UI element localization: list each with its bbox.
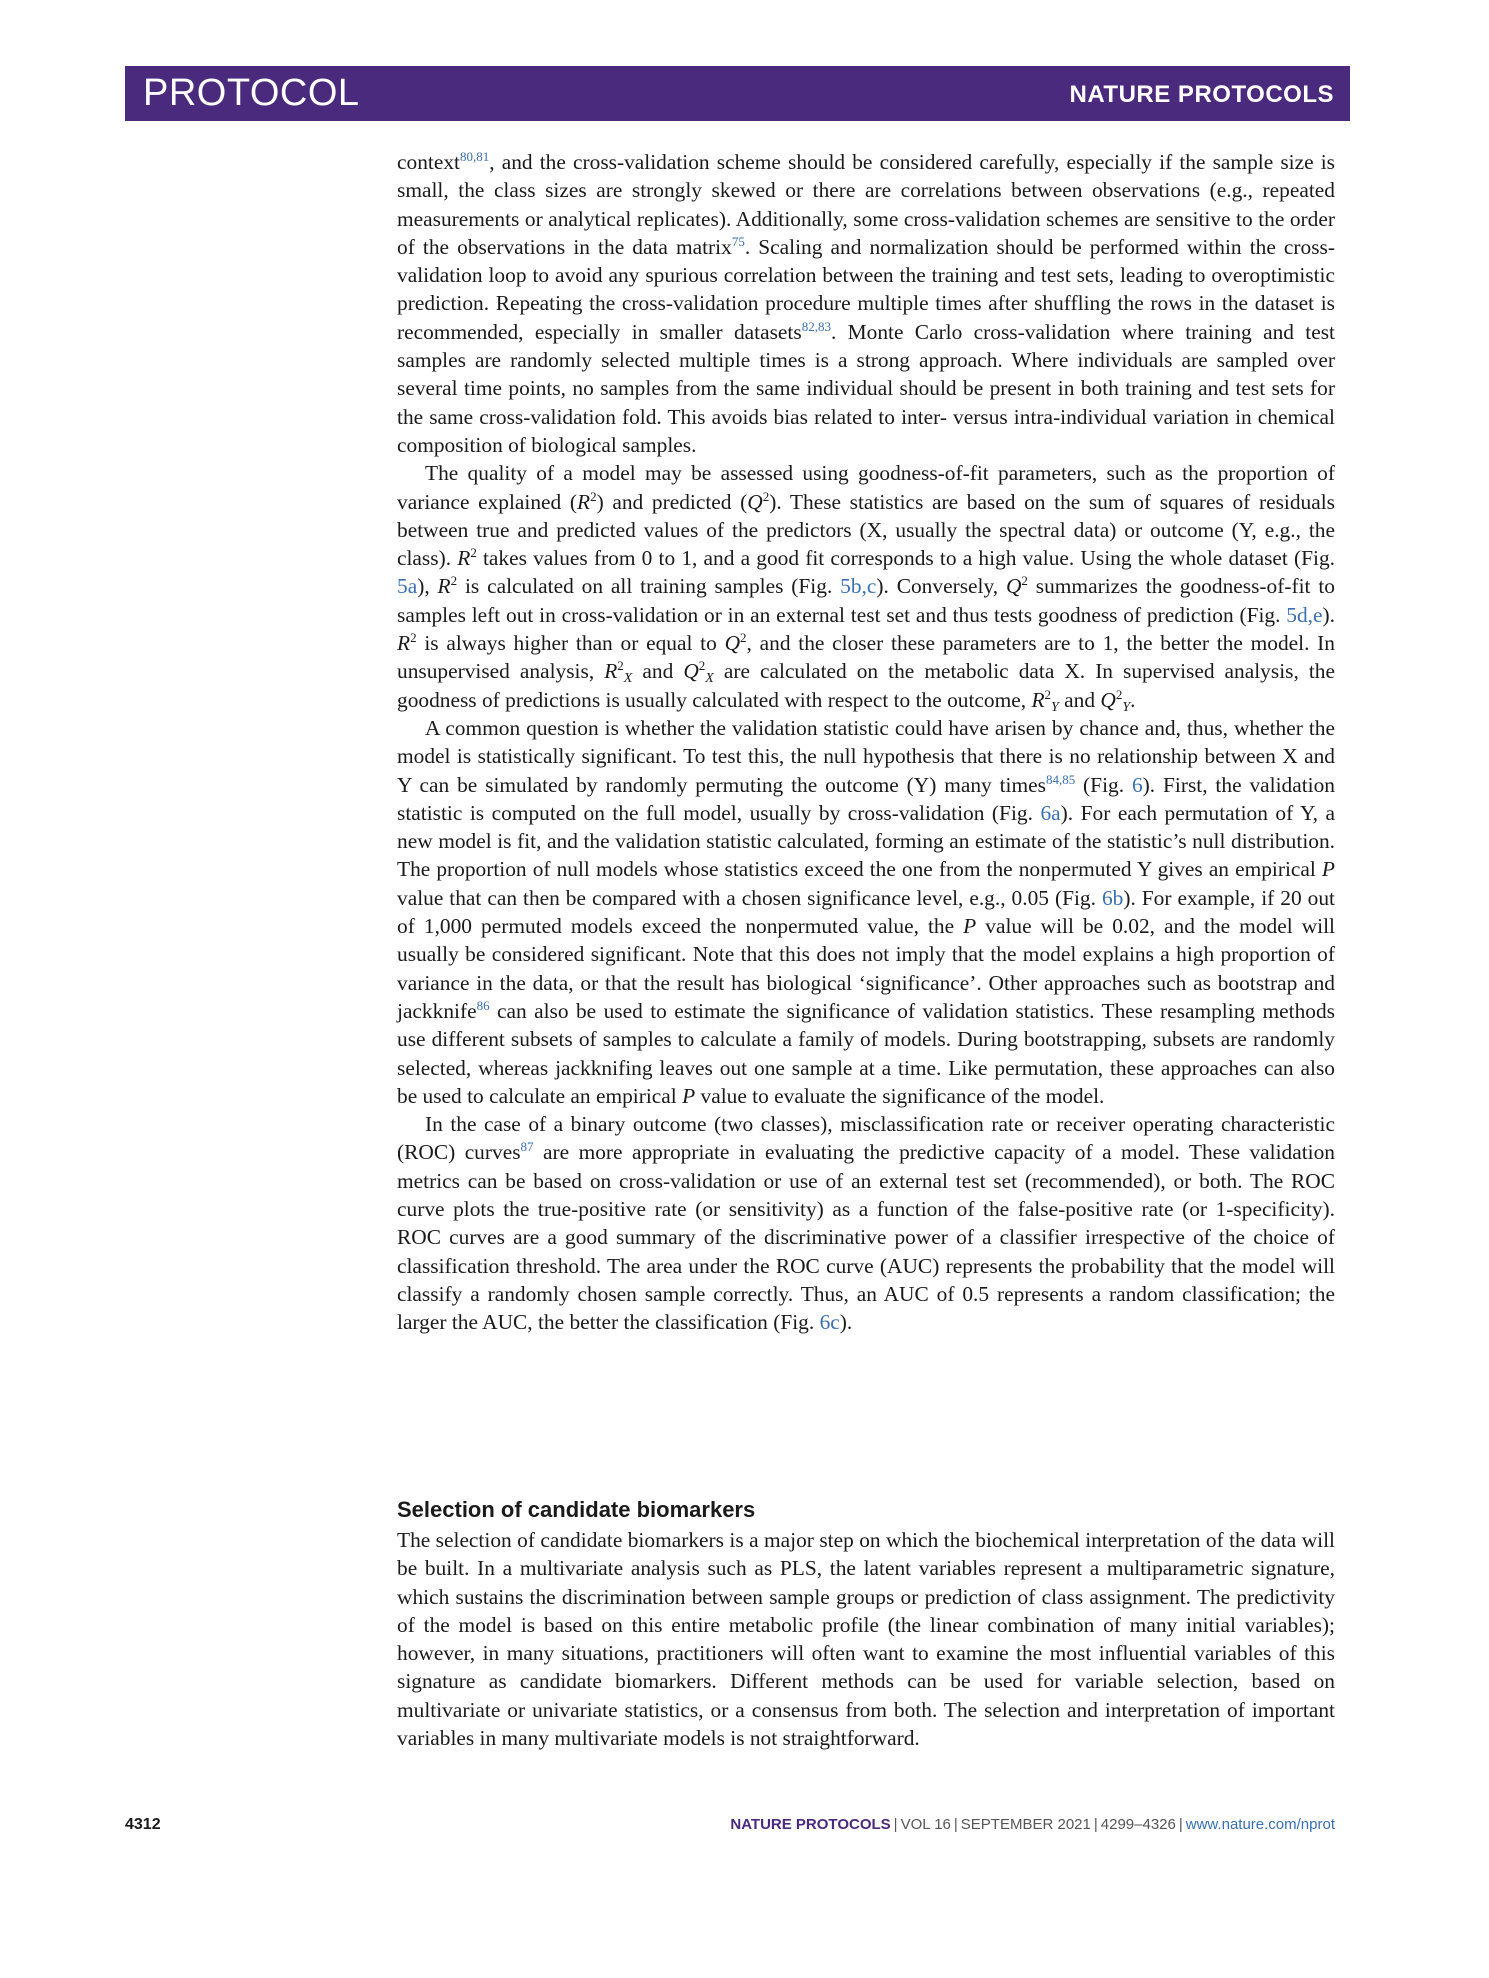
figure-link[interactable]: 6a: [1040, 800, 1061, 825]
paragraph: The quality of a model may be assessed using goodness-of-fit parameters, such as the proportion of variance explained $(R^2)$ and predicted $(Q^2)$. These statistics are based on the sum of squares of residuals between true and predicted values of the predictors (X, usually the spectral data) or outcome (Y, e.g., the class). $R^2$ takes values from 0 to 1, and a good fit corresponds to a high value. Using the whole dataset (Fig. 5a), $R^2$ is calculated on all training samples (Fig. 5b,c). Conversely, $Q^2$ summarizes the goodness-of-fit to samples left out in cross-validation or in an external test set and thus tests goodness of prediction (Fig. 5d,e). $R^2$ is always higher than or equal to $Q^2$, and the closer these parameters are to 1, the better the model. In unsupervised analysis, $R^2_X$ and $Q^2_X$ are calculated on the metabolic data X. In supervised analysis, the goodness of predictions is usually calculated with respect to the outcome, $R^2_Y$ and $Q^2_Y$.: [397, 461, 1336, 715]
reference-link[interactable]: 86: [476, 997, 490, 1013]
figure-link[interactable]: 5b,c: [840, 574, 877, 599]
reference-link[interactable]: 87: [520, 1139, 534, 1155]
reference-link[interactable]: 84,85: [1045, 771, 1076, 787]
section-heading: Selection of candidate biomarkers: [397, 1497, 756, 1522]
article-body: [397, 148, 1335, 1336]
journal-label: NATURE PROTOCOLS: [1069, 81, 1334, 108]
page-number: 4312: [125, 1816, 161, 1833]
journal-header-bar: [125, 66, 1350, 121]
reference-link[interactable]: 82,83: [801, 318, 831, 334]
footer-pages: 4299–4326: [1100, 1816, 1176, 1833]
reference-link[interactable]: 80,81: [459, 149, 490, 164]
footer-volume: VOL 16: [900, 1816, 951, 1833]
figure-link[interactable]: 6b: [1101, 885, 1124, 910]
figure-link[interactable]: 5d,e: [1286, 602, 1323, 627]
figure-link[interactable]: 6c: [819, 1310, 840, 1335]
journal-url-link[interactable]: www.nature.com/nprot: [1185, 1816, 1335, 1833]
paragraph: In the case of a binary outcome (two classes), misclassification rate or receiver operating characteristic (ROC) curves$^{87}$ are more appropriate in evaluating the predictive capacity of a model. These validation metrics can be based on cross-validation or use of an external test set (recommended), or both. The ROC curve plots the true-positive rate (or sensitivity) as a function of the false-positive rate (or 1-specificity). ROC curves are a good summary of the discriminative power of a classifier irrespective of the choice of classification threshold. The area under the ROC curve (AUC) represents the probability that the model will classify a randomly chosen sample correctly. Thus, an AUC of 0.5 represents a random classification; the larger the AUC, the better the classification (Fig. 6c).: [397, 1112, 1335, 1335]
reference-link[interactable]: 75: [731, 233, 745, 249]
footer-date: SEPTEMBER 2021: [960, 1816, 1091, 1833]
figure-link[interactable]: 5a: [397, 574, 418, 599]
paragraph: context$^{80,81}$, and the cross-validation scheme should be considered carefully, especially if the sample size is small, the class sizes are strongly skewed or there are correlations between observations (e.g., repeated measurements or analytical replicates). Additionally, some cross-validation schemes are sensitive to the order of the observations in the data matrix$^{75}$. Scaling and normalization should be performed within the cross-validation loop to avoid any spurious correlation between the training and test sets, leading to overoptimistic prediction. Repeating the cross-validation procedure multiple times after shuffling the rows in the dataset is recommended, especially in smaller datasets$^{82,83}$. Monte Carlo cross-validation where training and test samples are randomly selected multiple times is a strong approach. Where individuals are sampled over several time points, no samples from the same individual should be present in both training and test sets for the same cross-validation fold. This avoids bias related to inter- versus intra-individual variation in chemical composition of biological samples.: [397, 149, 1336, 457]
footer-citation: NATURE PROTOCOLS | VOL 16 | SEPTEMBER 2021 | 4299–4326 | www.nature.com/nprot: [730, 1816, 1335, 1833]
paragraph: A common question is whether the validation statistic could have arisen by chance and, thus, whether the model is statistically significant. To test this, the null hypothesis that there is no relationship between X and Y can be simulated by randomly permuting the outcome (Y) many times$^{84,85}$ (Fig. 6). First, the validation statistic is computed on the full model, usually by cross-validation (Fig. 6a). For each permutation of Y, a new model is fit, and the validation statistic calculated, forming an estimate of the statistic’s null distribution. The proportion of null models whose statistics exceed the one from the nonpermuted Y gives an empirical P value that can then be compared with a chosen significance level, e.g., 0.05 (Fig. 6b). For example, if 20 out of 1,000 permuted models exceed the nonpermuted value, the P value will be 0.02, and the model will usually be considered significant. Note that this does not imply that the model explains a high proportion of variance in the data, or that the result has biological ‘significance’. Other approaches such as bootstrap and jackknife$^{86}$ can also be used to estimate the significance of validation statistics. These resampling methods use different subsets of samples to calculate a family of models. During bootstrapping, subsets are randomly selected, whereas jackknifing leaves out one sample at a time. Like permutation, these approaches can also be used to calculate an empirical P value to evaluate the significance of the model.: [397, 715, 1335, 1108]
figure-link[interactable]: 6: [1131, 772, 1143, 797]
footer-journal-name: NATURE PROTOCOLS: [730, 1816, 891, 1833]
paragraph: The selection of candidate biomarkers is a major step on which the biochemical interpretation of the data will be built. In a multivariate analysis such as PLS, the latent variables represent a multiparametric signature, which sustains the discrimination between sample groups or prediction of class assignment. The predictivity of the model is based on this entire metabolic profile (the linear combination of many initial variables); however, in many situations, practitioners will often want to examine the most influential variables of this signature as candidate biomarkers. Different methods can be used for variable selection, based on multivariate or univariate statistics, or a consensus from both. The selection and interpretation of important variables in many multivariate models is not straightforward.: [397, 1528, 1335, 1751]
section-body: [397, 1526, 1335, 1752]
section-label: PROTOCOL: [143, 72, 360, 114]
